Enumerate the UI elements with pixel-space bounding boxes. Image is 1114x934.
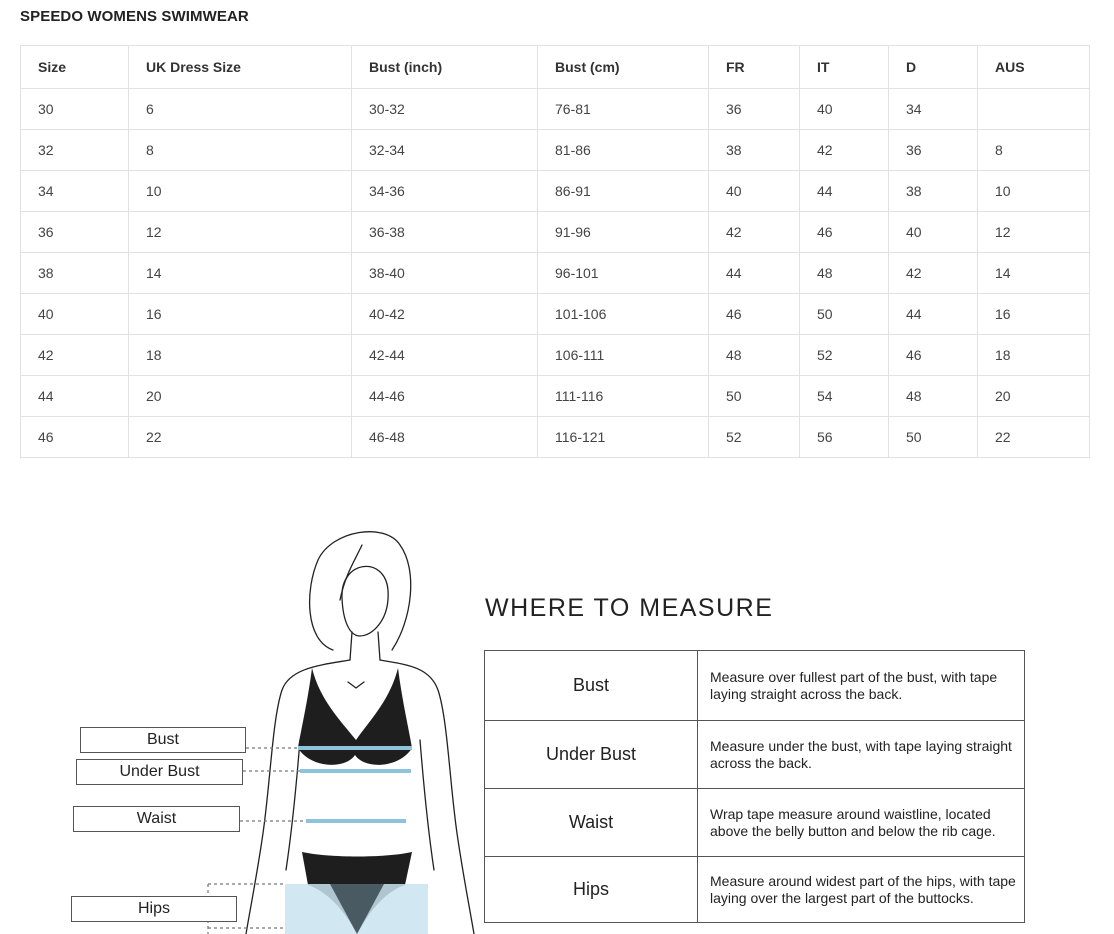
table-cell: 30 [21,89,129,130]
table-cell: 86-91 [538,171,709,212]
table-row [21,335,1090,376]
table-cell: 16 [129,294,352,335]
table-header-row [21,46,1090,89]
measure-description: Measure under the bust, with tape laying straight across the back. [698,721,1025,789]
table-row [21,89,1090,130]
table-row [21,253,1090,294]
measure-description: Measure around widest part of the hips, with tape laying over the largest part of the buttocks. [698,857,1025,923]
table-cell: 46 [889,335,978,376]
hips-label: Hips [71,896,237,922]
table-cell: 36 [889,130,978,171]
table-row [21,130,1090,171]
measure-row [485,857,1025,923]
table-cell: 40 [709,171,800,212]
table-row [21,212,1090,253]
measure-term: Hips [485,857,698,923]
table-cell: 106-111 [538,335,709,376]
table-cell: 36 [709,89,800,130]
column-header: Bust (inch) [352,46,538,89]
measure-term: Bust [485,651,698,721]
table-cell: 42 [889,253,978,294]
table-cell: 8 [978,130,1090,171]
table-cell: 40 [800,89,889,130]
size-chart-table [20,45,1090,458]
table-cell: 38 [21,253,129,294]
table-cell: 91-96 [538,212,709,253]
table-cell [978,89,1090,130]
table-cell: 8 [129,130,352,171]
measure-row [485,789,1025,857]
table-cell: 42 [21,335,129,376]
table-cell: 46 [709,294,800,335]
table-cell: 48 [889,376,978,417]
table-row [21,417,1090,458]
table-cell: 50 [889,417,978,458]
measure-term: Waist [485,789,698,857]
table-cell: 34 [21,171,129,212]
table-cell: 14 [129,253,352,294]
table-cell: 44 [889,294,978,335]
column-header: AUS [978,46,1090,89]
where-to-measure-heading: WHERE TO MEASURE [485,594,774,622]
measure-description: Measure over fullest part of the bust, with tape laying straight across the back. [698,651,1025,721]
table-cell: 20 [129,376,352,417]
table-cell: 16 [978,294,1090,335]
column-header: FR [709,46,800,89]
table-cell: 12 [978,212,1090,253]
table-cell: 76-81 [538,89,709,130]
table-cell: 10 [129,171,352,212]
table-cell: 40-42 [352,294,538,335]
table-cell: 50 [709,376,800,417]
table-cell: 34-36 [352,171,538,212]
page-title: SPEEDO WOMENS SWIMWEAR [20,8,249,25]
measure-term: Under Bust [485,721,698,789]
table-cell: 12 [129,212,352,253]
table-row [21,294,1090,335]
table-cell: 96-101 [538,253,709,294]
table-cell: 46 [21,417,129,458]
table-cell: 6 [129,89,352,130]
table-cell: 22 [129,417,352,458]
measure-description: Wrap tape measure around waistline, located above the belly button and below the rib cage. [698,789,1025,857]
table-cell: 48 [709,335,800,376]
bikini-top [298,668,412,748]
table-cell: 52 [709,417,800,458]
table-cell: 46 [800,212,889,253]
table-cell: 32 [21,130,129,171]
under-bust-label: Under Bust [76,759,243,785]
table-cell: 44-46 [352,376,538,417]
measure-row [485,721,1025,789]
table-row [21,376,1090,417]
column-header: Bust (cm) [538,46,709,89]
table-cell: 54 [800,376,889,417]
table-cell: 32-34 [352,130,538,171]
table-cell: 116-121 [538,417,709,458]
table-cell: 42 [800,130,889,171]
table-row [21,171,1090,212]
table-cell: 101-106 [538,294,709,335]
table-cell: 18 [129,335,352,376]
table-cell: 20 [978,376,1090,417]
table-cell: 14 [978,253,1090,294]
table-cell: 52 [800,335,889,376]
table-cell: 42 [709,212,800,253]
table-cell: 56 [800,417,889,458]
table-cell: 40 [21,294,129,335]
table-cell: 34 [889,89,978,130]
table-cell: 42-44 [352,335,538,376]
table-cell: 36-38 [352,212,538,253]
waist-label: Waist [73,806,240,832]
body-measurement-illustration [0,480,480,934]
table-cell: 44 [709,253,800,294]
table-cell: 44 [800,171,889,212]
table-cell: 48 [800,253,889,294]
table-cell: 50 [800,294,889,335]
table-cell: 22 [978,417,1090,458]
table-cell: 81-86 [538,130,709,171]
table-cell: 44 [21,376,129,417]
column-header: UK Dress Size [129,46,352,89]
bust-label: Bust [80,727,246,753]
table-cell: 10 [978,171,1090,212]
table-cell: 40 [889,212,978,253]
table-cell: 46-48 [352,417,538,458]
table-cell: 38 [709,130,800,171]
column-header: D [889,46,978,89]
table-cell: 38-40 [352,253,538,294]
measure-row [485,651,1025,721]
table-cell: 111-116 [538,376,709,417]
column-header: IT [800,46,889,89]
table-cell: 38 [889,171,978,212]
measurement-guide-table [484,650,1025,923]
face-outline [342,566,388,636]
table-cell: 36 [21,212,129,253]
column-header: Size [21,46,129,89]
table-cell: 30-32 [352,89,538,130]
table-cell: 18 [978,335,1090,376]
